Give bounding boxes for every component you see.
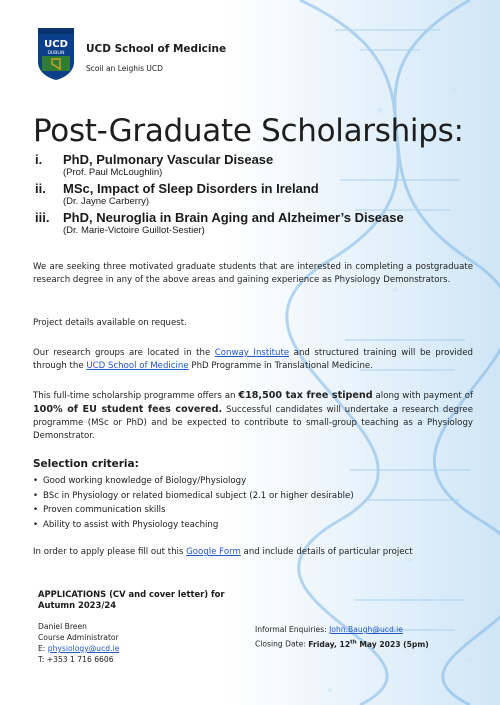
programme-title: MSc, Impact of Sleep Disorders in Ireland — [63, 181, 319, 196]
groups-text: Our research groups are located in the — [33, 348, 215, 358]
programme-supervisor: (Dr. Jayne Carberry) — [63, 196, 150, 207]
contact-role: Course Administrator — [38, 633, 119, 642]
fees-covered: 100% of EU student fees covered. — [33, 404, 223, 415]
funding-text: Successful candidates will undertake a research degree programme (MSc or PhD) and be expected to contribute to small-group teaching as a Physiology Demonstrator. — [33, 405, 473, 441]
physiology-email-link[interactable]: physiology@ucd.ie — [47, 644, 120, 653]
google-form-link[interactable]: Google Form — [186, 547, 241, 557]
list-item: • Good working knowledge of Biology/Physiology — [33, 474, 354, 489]
conway-institute-link[interactable]: Conway Institute — [214, 348, 290, 358]
programme-number: iii. — [35, 210, 50, 225]
contact-block — [38, 621, 119, 665]
crest-text-ucd: UCD — [44, 39, 68, 50]
funding-text: This full-time scholarship programme offers an — [33, 391, 239, 401]
list-item: • BSc in Physiology or related biomedical subject (2.1 or higher desirable) — [33, 489, 354, 504]
groups-text: and structured training will be provided through the — [33, 348, 473, 371]
stipend-amount: €18,500 tax free stipend — [238, 390, 373, 401]
apply-text: In order to apply please fill out this — [33, 547, 187, 557]
programme-supervisor: (Dr. Marie-Victoire Guillot-Sestier) — [63, 225, 205, 236]
apply-text: and include details of particular project — [240, 547, 413, 557]
details-paragraph: Project details available on request. — [33, 318, 187, 328]
email-prefix: E: — [38, 644, 48, 653]
closing-date-label: Closing Date: — [255, 639, 309, 649]
funding-text: along with payment of — [372, 391, 473, 401]
enquiries-email-link[interactable]: John.Baugh@ucd.ie — [329, 625, 403, 634]
programme-supervisor: (Prof. Paul McLoughlin) — [63, 167, 163, 178]
apply-paragraph — [33, 546, 473, 559]
closing-date-suffix: th — [350, 639, 357, 645]
selection-criteria-list — [33, 474, 354, 532]
contact-phone: T: +353 1 716 6606 — [38, 655, 114, 664]
contact-name: Daniel Breen — [38, 622, 87, 631]
closing-date-month: May 2023 (5pm) — [356, 639, 429, 649]
list-item: • Proven communication skills — [33, 503, 354, 518]
programme-title: PhD, Neuroglia in Brain Aging and Alzheimer’s Disease — [63, 210, 404, 225]
school-name: UCD School of Medicine — [86, 43, 227, 55]
list-item: • Ability to assist with Physiology teaching — [33, 518, 354, 533]
crest-text-dublin: DUBLIN — [47, 51, 65, 56]
applications-heading: APPLICATIONS (CV and cover letter) for Autumn 2023/24 — [38, 589, 225, 610]
intro-paragraph: We are seeking three motivated graduate students that are interested in completing a postgraduate research degree in any of the above areas and gaining experience as Physiology Demonstrators. — [33, 262, 473, 285]
school-irish-name: Scoil an Leighis UCD — [86, 64, 163, 73]
programme-number: ii. — [35, 181, 46, 196]
closing-date-value — [308, 640, 428, 649]
programme-title: PhD, Pulmonary Vascular Disease — [63, 152, 274, 167]
ucd-school-of-medicine-link[interactable]: UCD School of Medicine — [86, 361, 189, 371]
closing-date-line — [255, 636, 429, 651]
groups-text: PhD Programme in Translational Medicine. — [188, 361, 373, 371]
enquiries-label: Informal Enquiries: — [255, 625, 330, 634]
page-title: Post-Graduate Scholarships: — [33, 113, 464, 149]
funding-paragraph — [33, 389, 473, 443]
informal-enquiries-line — [255, 624, 429, 636]
programme-number: i. — [35, 152, 43, 167]
closing-date-day: Friday, 12 — [308, 639, 351, 649]
research-groups-paragraph — [33, 347, 473, 373]
ucd-crest-logo — [38, 28, 74, 80]
selection-criteria-heading: Selection criteria: — [33, 458, 139, 470]
contact-email-line — [38, 643, 119, 654]
enquiries-block — [255, 624, 429, 651]
